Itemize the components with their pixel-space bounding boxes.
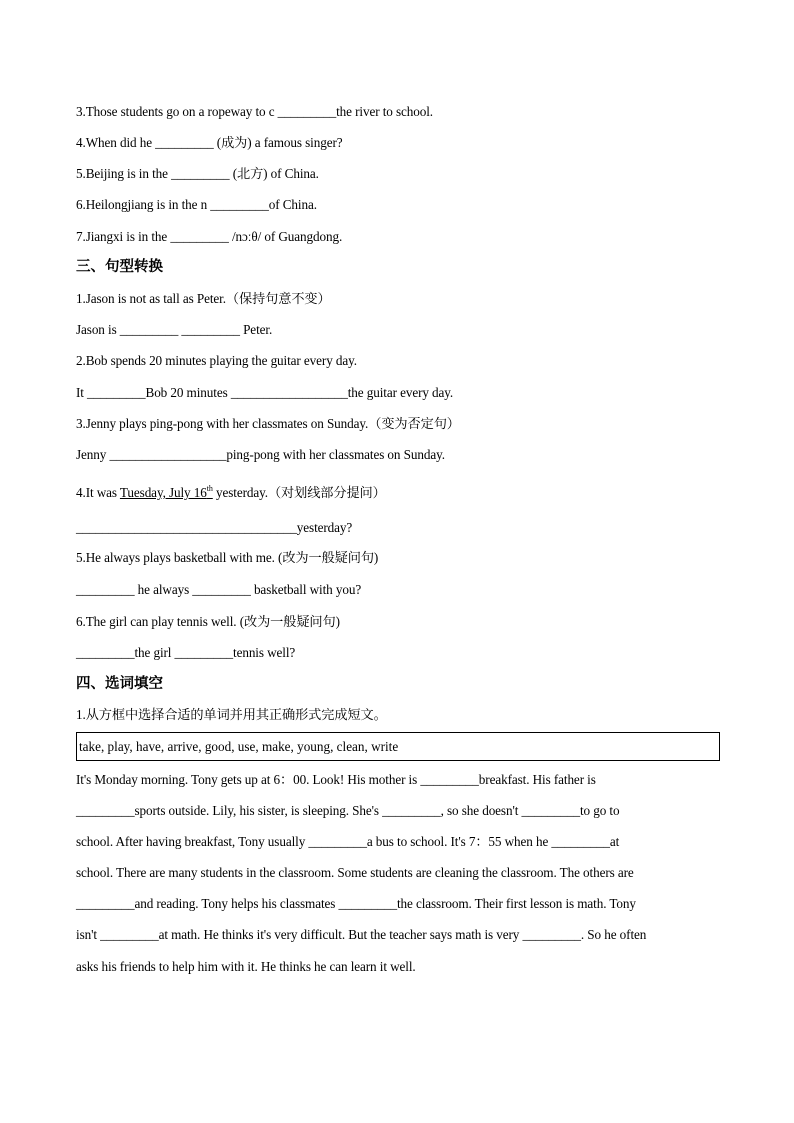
exercise-item-3: 3.Those students go on a ropeway to c _________the river to school. [76, 104, 433, 119]
passage-line: isn't _________at math. He thinks it's very difficult. But the teacher says math is very _________. So he often [76, 927, 647, 942]
passage-line: asks his friends to help him with it. He thinks he can learn it well. [76, 959, 416, 974]
exercise-item-5: 5.Beijing is in the _________ (北方) of China. [76, 166, 319, 181]
passage-line: _________sports outside. Lily, his sister, is sleeping. She's _________, so she doesn't _________to go to [76, 803, 620, 818]
question-2: 2.Bob spends 20 minutes playing the guitar every day. [76, 353, 357, 368]
word-box: take, play, have, arrive, good, use, make, young, clean, write [76, 732, 720, 761]
question-1: 1.Jason is not as tall as Peter.（保持句意不变） [76, 291, 331, 306]
passage-line: _________and reading. Tony helps his classmates _________the classroom. Their first lesson is math. Tony [76, 896, 636, 911]
answer-5: _________ he always _________ basketball with you? [76, 582, 362, 597]
answer-4: __________________________________yesterday? [76, 520, 353, 535]
question-5: 5.He always plays basketball with me. (改为一般疑问句) [76, 550, 379, 565]
section-3-heading: 三、句型转换 [76, 259, 163, 275]
exercise-item-7: 7.Jiangxi is in the _________ /nɔːθ/ of Guangdong. [76, 229, 343, 244]
question-4-underlined [120, 485, 213, 500]
passage-line: school. There are many students in the classroom. Some students are cleaning the classroom. The others are [76, 865, 634, 880]
passage-line: school. After having breakfast, Tony usually _________a bus to school. It's 7：55 when he _________at [76, 834, 620, 849]
question-4 [76, 484, 386, 502]
question-3: 3.Jenny plays ping-pong with her classmates on Sunday.（变为否定句） [76, 416, 460, 431]
question-4-underlined-text: Tuesday, July 16 [119, 485, 207, 500]
question-4-prefix: 4.It was [76, 485, 120, 500]
question-6: 6.The girl can play tennis well. (改为一般疑问句) [76, 614, 340, 629]
passage-line: It's Monday morning. Tony gets up at 6：00. Look! His mother is _________breakfast. His father is [76, 772, 596, 787]
question-4-suffix: yesterday.（对划线部分提问） [212, 485, 386, 500]
exercise-item-6: 6.Heilongjiang is in the n _________of China. [76, 197, 317, 212]
question-4-ordinal: th [206, 484, 213, 493]
answer-3: Jenny __________________ping-pong with her classmates on Sunday. [76, 447, 445, 462]
section-4-instruction: 1.从方框中选择合适的单词并用其正确形式完成短文。 [76, 707, 387, 722]
answer-2: It _________Bob 20 minutes __________________the guitar every day. [76, 385, 454, 400]
exercise-item-4: 4.When did he _________ (成为) a famous singer? [76, 135, 343, 150]
answer-1: Jason is _________ _________ Peter. [76, 322, 273, 337]
section-4-heading: 四、选词填空 [76, 676, 163, 692]
answer-6: _________the girl _________tennis well? [76, 645, 296, 660]
